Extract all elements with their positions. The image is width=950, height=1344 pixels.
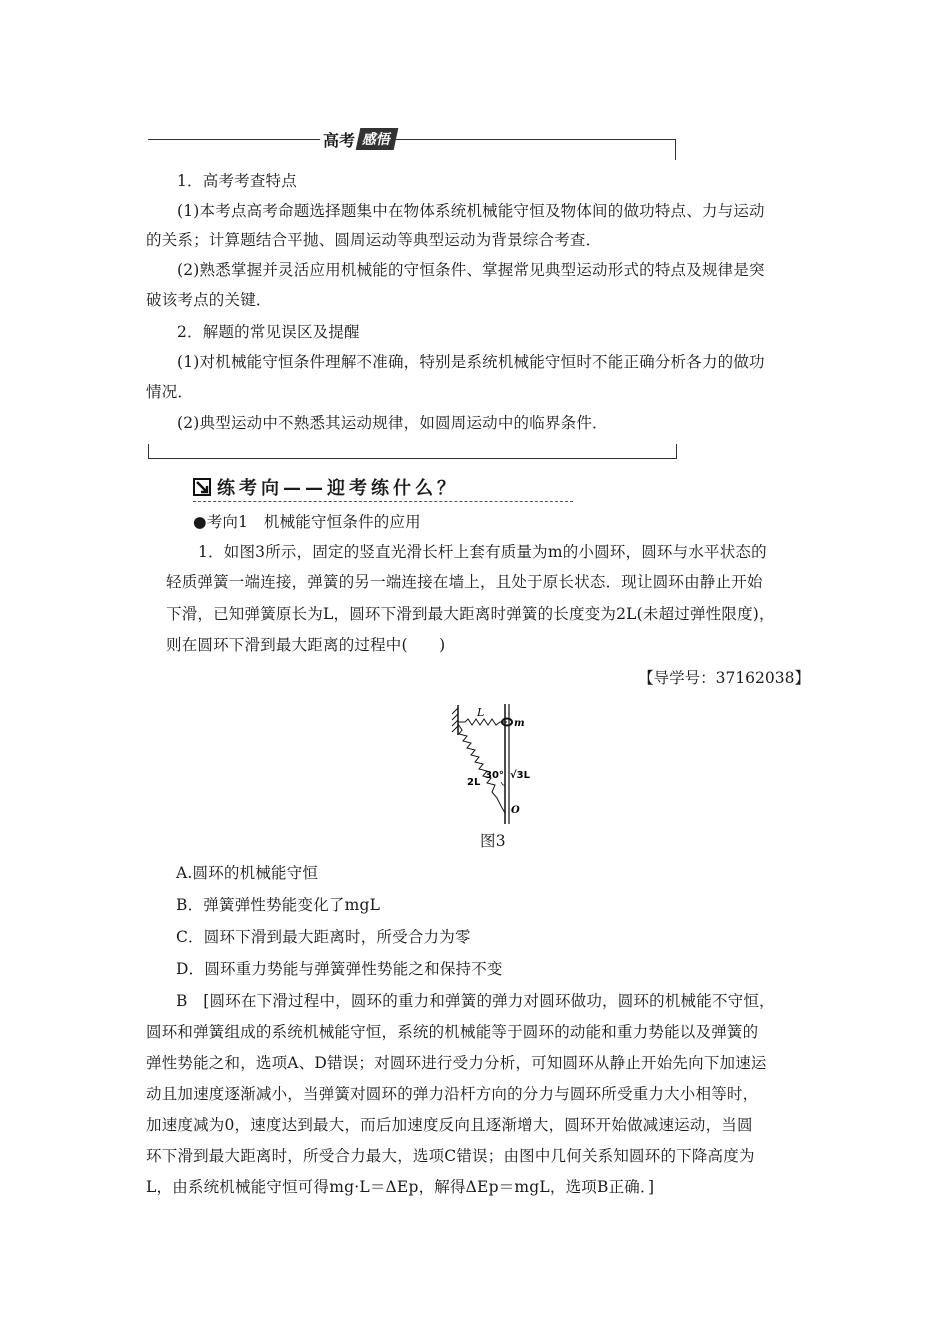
- label-2L: 2L: [467, 777, 481, 788]
- label-O: O: [511, 805, 520, 816]
- banner-title: [320, 127, 396, 151]
- intro-heading-2: 2．解题的常见误区及提醒: [177, 323, 360, 341]
- option-d: D．圆环重力势能与弹簧弹性势能之和保持不变: [176, 960, 503, 978]
- intro-para-3-line-1: (1)对机械能守恒条件理解不准确，特别是系统机械能守恒时不能正确分析各力的做功: [177, 353, 765, 371]
- banner-title-b: 感悟: [356, 128, 399, 150]
- label-m: m: [514, 718, 525, 729]
- intro-para-2-line-2: 破该考点的关键．: [146, 291, 272, 309]
- answer-line-2: 圆环和弹簧组成的系统机械能守恒，系统的机械能等于圆环的动能和重力势能以及弹簧的: [146, 1023, 759, 1041]
- intro-para-2-line-1: (2)熟悉掌握并灵活应用机械能的守恒条件、掌握常见典型运动形式的特点及规律是突: [177, 261, 765, 279]
- answer-line-3: 弹性势能之和，选项A、D错误；对圆环进行受力分析，可知圆环从静止开始先向下加速运: [146, 1054, 767, 1072]
- question-line-2: 轻质弹簧一端连接，弹簧的另一端连接在墙上，且处于原长状态．现让圆环由静止开始: [166, 573, 763, 591]
- answer-line-6: 环下滑到最大距离时，所受合力最大，选项C错误；由图中几何关系知圆环的下降高度为: [146, 1147, 755, 1165]
- topic-label: ●考向1 机械能守恒条件的应用: [193, 513, 421, 531]
- spring-stretched: [458, 724, 505, 813]
- banner-bottom-frame: [148, 444, 677, 459]
- question-line-4: 则在圆环下滑到最大距离的过程中( ): [166, 636, 446, 654]
- answer-line-5: 加速度减为0，速度达到最大，而后加速度反向且逐渐增大，圆环开始做减速运动，当圆: [146, 1116, 753, 1134]
- label-30deg: 30°: [485, 770, 504, 781]
- intro-para-4-line-1: (2)典型运动中不熟悉其运动规律，如圆周运动中的临界条件．: [177, 414, 608, 432]
- arrow-box-icon: [193, 478, 211, 496]
- answer-line-7: L，由系统机械能守恒可得mg·L＝ΔEp，解得ΔEp＝mgL，选项B正确．]: [146, 1178, 655, 1196]
- section-heading: [193, 474, 459, 500]
- question-line-1: 1．如图3所示，固定的竖直光滑长杆上套有质量为m的小圆环，圆环与水平状态的: [198, 543, 767, 561]
- section-title: 练考向——迎考练什么？: [217, 478, 459, 499]
- spring-original: [458, 719, 507, 725]
- figure-caption: 图3: [480, 832, 506, 850]
- intro-para-1-line-1: (1)本考点高考命题选择题集中在物体系统机械能守恒及物体间的做功特点、力与运动: [177, 202, 765, 220]
- figure-3-diagram: [445, 700, 545, 825]
- intro-heading-1: 1．高考考查特点: [177, 172, 297, 190]
- label-sqrt3L: √3L: [510, 770, 530, 781]
- banner-frame: [148, 139, 676, 160]
- option-b: B．弹簧弹性势能变化了mgL: [176, 896, 381, 914]
- intro-para-3-line-2: 情况．: [146, 383, 194, 401]
- guide-number: 【导学号：37162038】: [638, 669, 810, 687]
- wall-hatching: [452, 708, 458, 732]
- banner-title-a: 高考: [320, 128, 358, 151]
- section-dashed-rule: [193, 501, 573, 502]
- question-line-3: 下滑，已知弹簧原长为L，圆环下滑到最大距离时弹簧的长度变为2L(未超过弹性限度)，: [166, 605, 775, 623]
- option-a: A.圆环的机械能守恒: [176, 864, 319, 882]
- option-c: C．圆环下滑到最大距离时，所受合力为零: [176, 928, 471, 946]
- answer-line-1: B [圆环在下滑过程中，圆环的重力和弹簧的弹力对圆环做功，圆环的机械能不守恒，: [176, 992, 775, 1010]
- intro-para-1-line-2: 的关系；计算题结合平抛、圆周运动等典型运动为背景综合考查．: [146, 231, 602, 249]
- answer-line-4: 动且加速度逐渐减小，当弹簧对圆环的弹力沿杆方向的分力与圆环所受重力大小相等时，: [146, 1085, 759, 1103]
- label-L: L: [477, 706, 485, 719]
